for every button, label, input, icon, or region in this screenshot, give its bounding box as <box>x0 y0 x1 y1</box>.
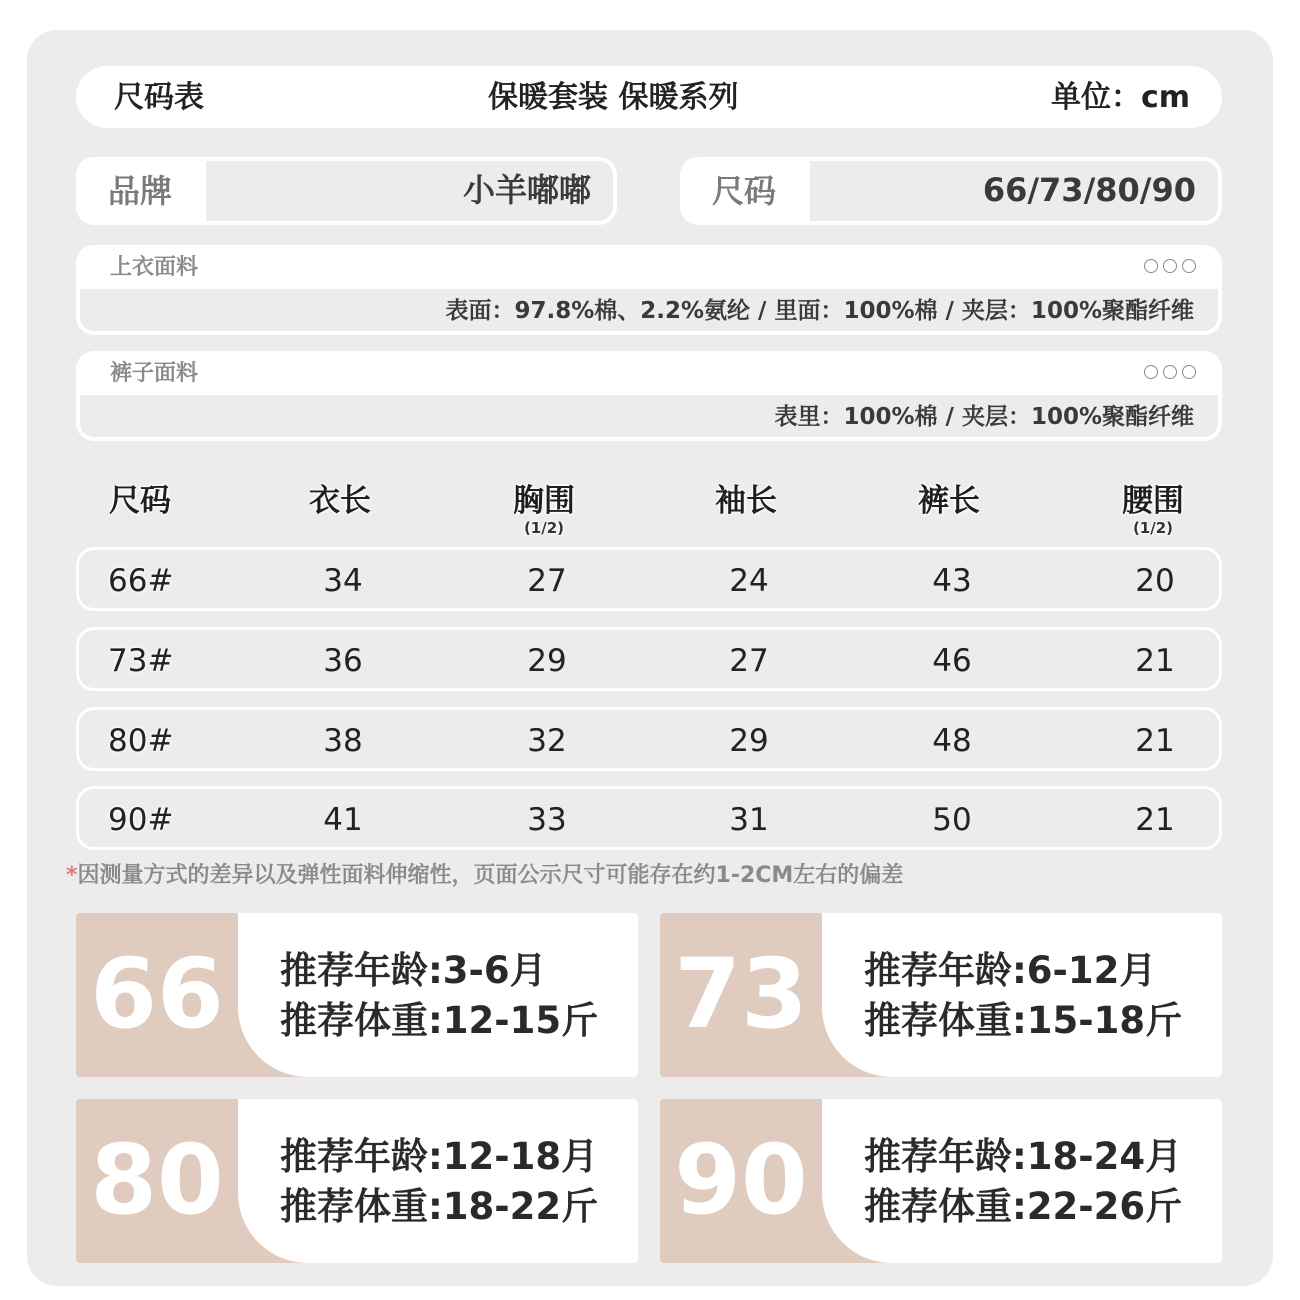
table-header-chest: 胸围 (1/2) <box>513 483 575 537</box>
table-header-waist: 腰围 (1/2) <box>1122 483 1184 537</box>
recommend-age: 推荐年龄:3-6月 <box>280 949 547 992</box>
sleeve-cell: 27 <box>729 643 769 679</box>
series-title: 保暖套装 保暖系列 <box>488 80 739 115</box>
recommend-age: 推荐年龄:12-18月 <box>280 1135 599 1178</box>
size-cell: 80# <box>108 723 174 759</box>
table-row <box>76 627 1222 691</box>
recommend-weight: 推荐体重:15-18斤 <box>864 999 1183 1042</box>
chest-cell: 32 <box>527 723 567 759</box>
table-header-pants-length: 裤长 <box>918 483 980 519</box>
table-row <box>76 547 1222 611</box>
pants-fabric-box <box>76 351 1222 441</box>
recommend-card-body <box>238 1099 638 1263</box>
chest-cell: 33 <box>527 802 567 838</box>
header-bar <box>76 66 1222 128</box>
recommend-age: 推荐年龄:6-12月 <box>864 949 1157 992</box>
size-range-value: 66/73/80/90 <box>982 171 1196 209</box>
measurement-note <box>66 862 903 890</box>
three-dots-icon <box>1144 259 1196 273</box>
recommend-size: 80 <box>90 1124 224 1236</box>
size-cell: 73# <box>108 643 174 679</box>
recommend-card-body <box>822 913 1222 1077</box>
size-cell: 90# <box>108 802 174 838</box>
chest-cell: 27 <box>527 563 567 599</box>
top-fabric-content: 表面：97.8%棉、2.2%氨纶 / 里面：100%棉 / 夹层：100%聚酯纤维 <box>445 298 1194 324</box>
table-header-length: 衣长 <box>309 483 371 519</box>
note-text: 因测量方式的差异以及弹性面料伸缩性，页面公示尺寸可能存在约1-2CM左右的偏差 <box>77 863 904 888</box>
waist-cell: 21 <box>1135 723 1175 759</box>
recommend-weight: 推荐体重:18-22斤 <box>280 1185 599 1228</box>
note-asterisk: * <box>66 863 78 888</box>
recommend-size: 73 <box>674 938 808 1050</box>
length-cell: 38 <box>323 723 363 759</box>
table-header-size: 尺码 <box>109 483 171 519</box>
recommend-weight: 推荐体重:12-15斤 <box>280 999 599 1042</box>
waist-cell: 21 <box>1135 802 1175 838</box>
sleeve-cell: 24 <box>729 563 769 599</box>
unit-label: 单位：cm <box>1050 80 1190 115</box>
recommend-card-90 <box>660 1099 1222 1263</box>
recommend-card-80 <box>76 1099 638 1263</box>
recommend-age: 推荐年龄:18-24月 <box>864 1135 1183 1178</box>
brand-value: 小羊嘟嘟 <box>462 171 591 209</box>
table-header-sleeve: 袖长 <box>715 483 777 519</box>
top-fabric-title: 上衣面料 <box>110 255 199 280</box>
pants-fabric-title: 裤子面料 <box>110 361 199 386</box>
recommend-card-body <box>822 1099 1222 1263</box>
size-range-label: 尺码 <box>712 172 777 210</box>
brand-box <box>76 157 617 225</box>
pants-length-cell: 48 <box>932 723 972 759</box>
table-row <box>76 786 1222 850</box>
pants-length-cell: 46 <box>932 643 972 679</box>
page-title: 尺码表 <box>114 80 204 115</box>
recommend-size: 90 <box>674 1124 808 1236</box>
pants-length-cell: 50 <box>932 802 972 838</box>
pants-length-cell: 43 <box>932 563 972 599</box>
sleeve-cell: 31 <box>729 802 769 838</box>
length-cell: 34 <box>323 563 363 599</box>
top-fabric-box <box>76 245 1222 335</box>
waist-cell: 20 <box>1135 563 1175 599</box>
length-cell: 41 <box>323 802 363 838</box>
pants-fabric-content: 表里：100%棉 / 夹层：100%聚酯纤维 <box>774 404 1194 430</box>
table-row <box>76 707 1222 771</box>
recommend-weight: 推荐体重:22-26斤 <box>864 1185 1183 1228</box>
waist-cell: 21 <box>1135 643 1175 679</box>
recommend-size: 66 <box>90 938 224 1050</box>
size-range-box <box>680 157 1222 225</box>
recommend-card-73 <box>660 913 1222 1077</box>
brand-label: 品牌 <box>108 172 173 210</box>
chest-cell: 29 <box>527 643 567 679</box>
recommend-card-66 <box>76 913 638 1077</box>
sleeve-cell: 29 <box>729 723 769 759</box>
three-dots-icon <box>1144 365 1196 379</box>
length-cell: 36 <box>323 643 363 679</box>
recommend-card-body <box>238 913 638 1077</box>
size-cell: 66# <box>108 563 174 599</box>
